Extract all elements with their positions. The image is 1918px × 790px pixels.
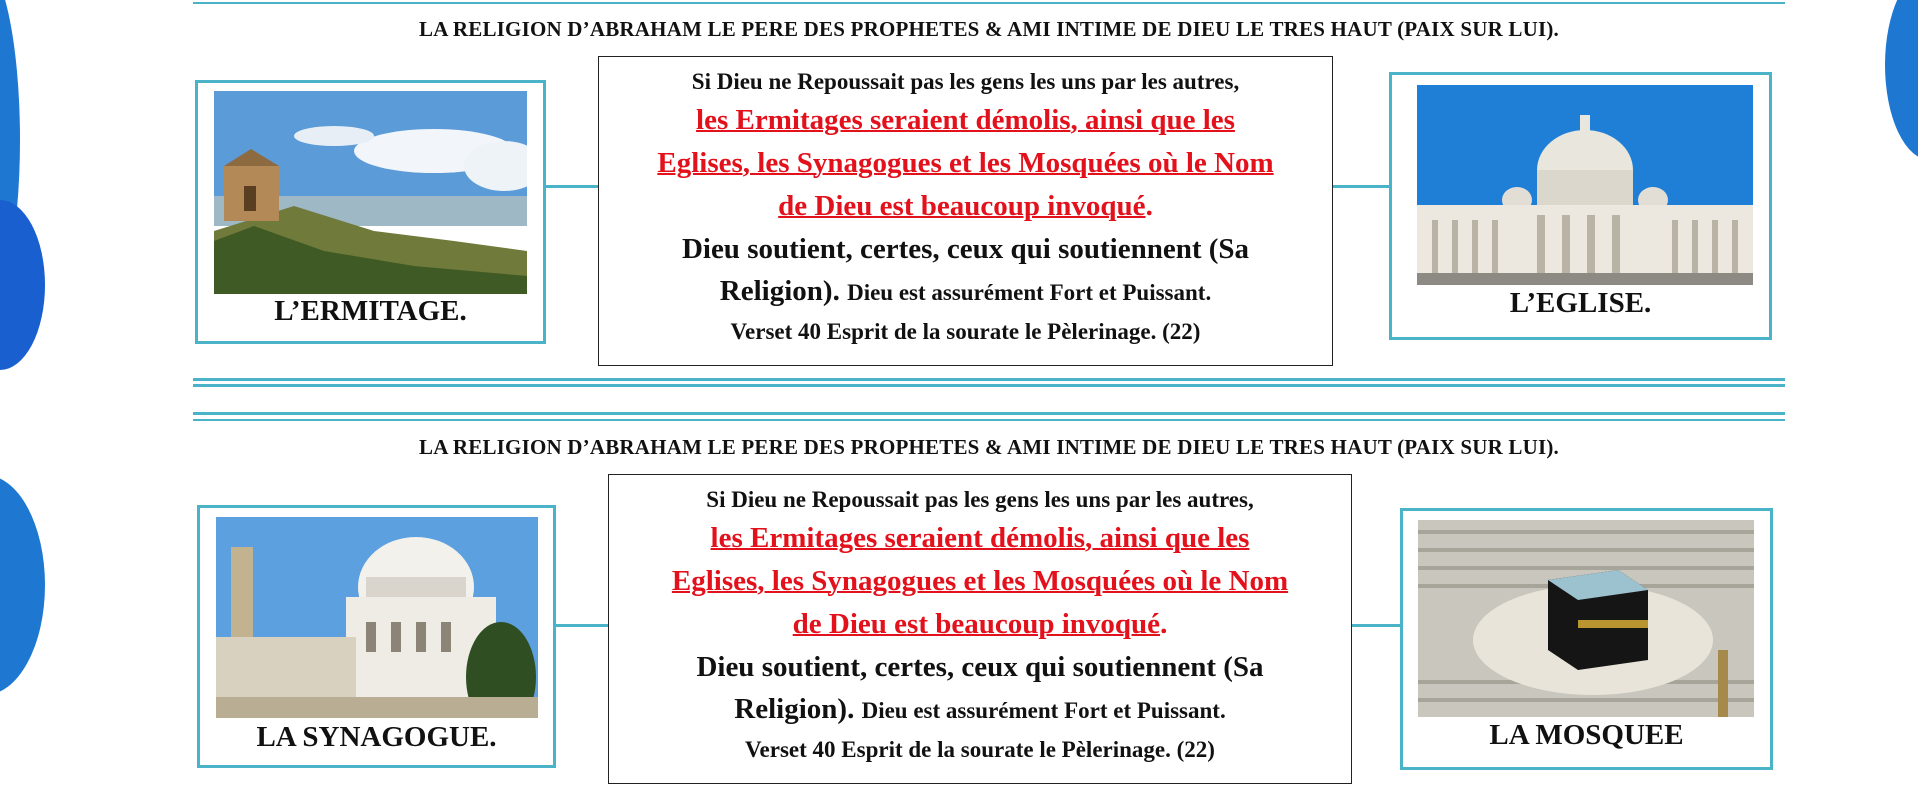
verse-line-4: Verset 40 Esprit de la sourate le Pèlerinage. (22) [730, 319, 1201, 344]
verse-line-3b-b: Religion). [734, 693, 855, 725]
basilica-photo [1417, 85, 1753, 285]
left-decorative-circle [0, 475, 45, 695]
verse-line-3a-b: Dieu soutient, certes, ceux qui soutiennent (Sa [696, 651, 1264, 683]
hermitage-photo [214, 91, 527, 294]
synagogue-card [197, 505, 556, 768]
verse-line-3b: Religion). [719, 275, 840, 307]
church-caption: L’EGLISE. [1509, 287, 1652, 319]
mosque-caption: LA MOSQUEE [1489, 719, 1684, 751]
connector-mosque [1352, 624, 1400, 627]
church-card [1389, 72, 1772, 340]
bottom-heading: LA RELIGION D’ABRAHAM LE PERE DES PROPHETES & AMI INTIME DE DIEU LE TRES HAUT (PAIX SUR LUI). [419, 435, 1559, 459]
verse-red-line-3: de Dieu est beaucoup invoqué [778, 190, 1146, 222]
verse-line-3c: Dieu est assurément Fort et Puissant. [847, 280, 1212, 305]
bottom-verse-box [608, 474, 1352, 784]
verse-red-block [599, 99, 1332, 228]
verse-red-line-3-b: de Dieu est beaucoup invoqué [792, 608, 1161, 640]
right-decorative-wave [1885, 0, 1918, 160]
verse-line-4-b: Verset 40 Esprit de la sourate le Pèlerinage. (22) [745, 737, 1215, 762]
verse-line-1-b: Si Dieu ne Repoussait pas les gens les uns par les autres, [706, 487, 1254, 512]
divider-line-3 [193, 412, 1785, 415]
top-heading: LA RELIGION D’ABRAHAM LE PERE DES PROPHETES & AMI INTIME DE DIEU LE TRES HAUT (PAIX SUR LUI). [419, 17, 1559, 41]
verse-red-line-1-b: les Ermitages seraient démolis, ainsi que les [710, 522, 1250, 554]
synagogue-photo [216, 517, 538, 718]
verse-line-1: Si Dieu ne Repoussait pas les gens les uns par les autres, [691, 69, 1240, 94]
connector-synagogue [556, 624, 608, 627]
verse-line-3b-wrap [599, 270, 1332, 314]
synagogue-caption: LA SYNAGOGUE. [256, 721, 497, 753]
divider-line-2 [193, 384, 1785, 387]
verse-red-line-1: les Ermitages seraient démolis, ainsi que les [696, 104, 1235, 136]
verse-red-block-b [609, 517, 1351, 646]
verse-red-period-b: . [1160, 608, 1168, 640]
verse-line-3a: Dieu soutient, certes, ceux qui soutiennent (Sa [681, 233, 1250, 265]
hermitage-caption: L’ERMITAGE. [274, 295, 467, 327]
verse-line-3c-b: Dieu est assurément Fort et Puissant. [861, 698, 1226, 723]
left-decorative-wave-2 [0, 200, 45, 370]
verse-red-line-2-b: Eglises, les Synagogues et les Mosquées où le Nom [671, 565, 1289, 597]
top-verse-box [598, 56, 1333, 366]
verse-red-line-2: Eglises, les Synagogues et les Mosquées où le Nom [657, 147, 1274, 179]
mosque-card [1400, 508, 1773, 770]
hermitage-card [195, 80, 546, 344]
connector-church [1333, 185, 1389, 188]
verse-line-3b-wrap-b [609, 688, 1351, 732]
top-rule-upper [193, 2, 1785, 4]
verse-red-period: . [1145, 190, 1153, 222]
connector-hermitage [546, 185, 598, 188]
kaaba-photo [1418, 520, 1754, 717]
divider-line-4 [193, 419, 1785, 421]
divider-line-1 [193, 378, 1785, 381]
